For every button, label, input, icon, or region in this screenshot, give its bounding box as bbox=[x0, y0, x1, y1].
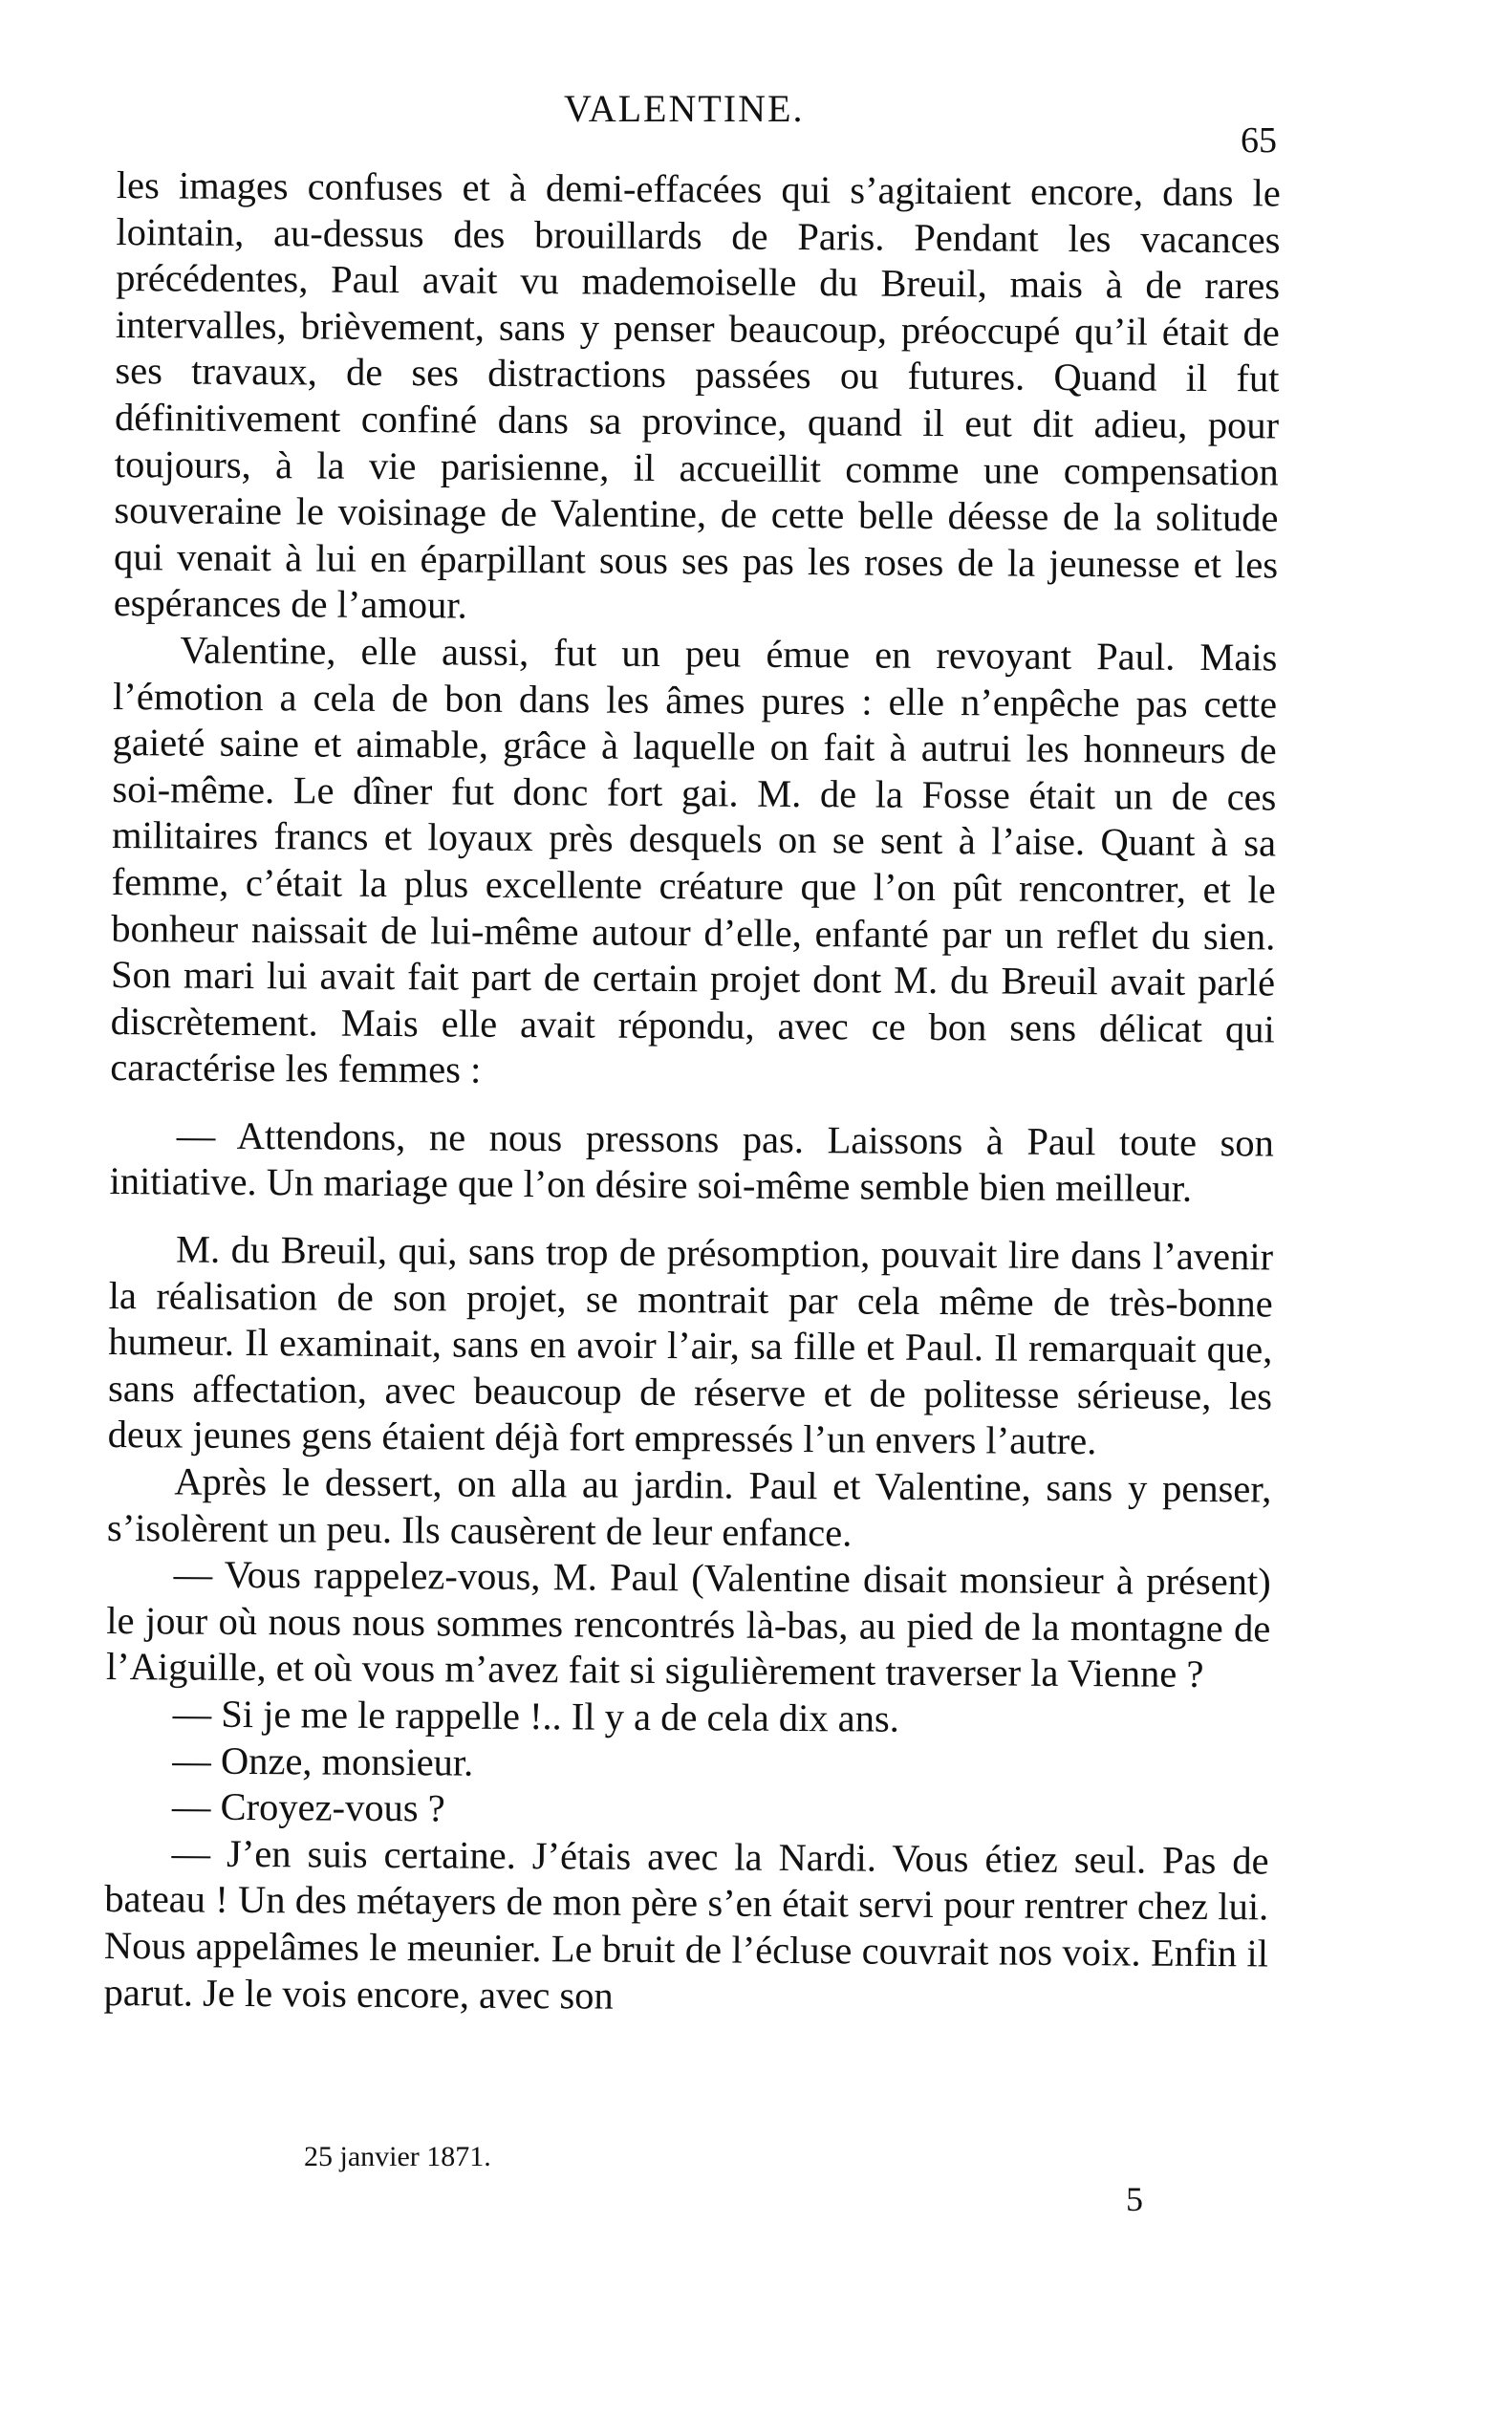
page-number: 65 bbox=[1241, 120, 1277, 161]
running-title: VALENTINE. bbox=[564, 87, 805, 130]
dialogue-line: — Si je me le rappelle !.. Il y a de cela dix ans. bbox=[172, 1692, 900, 1740]
body-text bbox=[103, 162, 1281, 2024]
dialogue-line: — Onze, monsieur. bbox=[172, 1738, 474, 1784]
dialogue-line: — Vous rappelez-vous, M. Paul (Valentine disait monsieur à présent) le jour où nous nous sommes rencontrés là-bas, au pied de la montagne de l’Aiguille, et où vous m’avez fait si sigulièrement traverser la Vienne ? bbox=[105, 1552, 1271, 1696]
dialogue-line: — J’en suis certaine. J’étais avec la Nardi. Vous étiez seul. Pas de bateau ! Un des métayers de mon père s’en était servi pour rentrer chez lui. Nous appelâmes le meunier. Le bruit de l’écluse couvrait nos voix. Enfin il parut. Je le vois encore, avec son bbox=[103, 1831, 1269, 2018]
dialogue-line: — Croyez-vous ? bbox=[171, 1784, 445, 1830]
paragraph: Valentine, elle aussi, fut un peu émue en revoyant Paul. Mais l’émotion a cela de bon dans les âmes pures : elle n’enpêche pas cette gaieté saine et aimable, grâce à laquelle on fait à autrui les honneurs de soi-même. Le dîner fut donc fort gai. M. de la Fosse était un de ces militaires francs et loyaux près desquels on se sent à l’aise. Quant à sa femme, c’était la plus excellente créature que l’on pût rencontrer, et le bonheur naissait de lui-même autour d’elle, enfanté par un reflet du sien. Son mari lui avait fait part de certain projet dont M. du Breuil avait parlé discrètement. Mais elle avait répondu, avec ce bon sens délicat qui caractérise les femmes : bbox=[110, 628, 1278, 1091]
paragraph: les images confuses et à demi-effacées qui s’agitaient encore, dans le lointain, au-dessus des brouillards de Paris. Pendant les vacances précédentes, Paul avait vu mademoiselle du Breuil, mais à de rares intervalles, brièvement, sans y penser beaucoup, préoccupé qu’il était de ses travaux, de ses distractions passées ou futures. Quand il fut définitivement confiné dans sa province, quand il eut dit adieu, pour toujours, à la vie parisienne, il accueillit comme une compensation souveraine le voisinage de Valentine, de cette belle déesse de la solitude qui venait à lui en éparpillant sous ses pas les roses de la jeunesse et les espérances de l’amour. bbox=[113, 162, 1281, 627]
signature-mark: 5 bbox=[1126, 2180, 1143, 2218]
paragraph: Après le dessert, on alla au jardin. Paul et Valentine, sans y penser, s’isolèrent un peu. Ils causèrent de leur enfance. bbox=[106, 1459, 1272, 1555]
footer-date: 25 janvier 1871. bbox=[304, 2141, 491, 2172]
dialogue-line: — Attendons, ne nous pressons pas. Laissons à Paul toute son initiative. Un mariage que l’on désire soi-même semble bien meilleur. bbox=[109, 1113, 1275, 1211]
paragraph: M. du Breuil, qui, sans trop de présomption, pouvait lire dans l’avenir la réalisation de son projet, se montrait par cela même de très-bonne humeur. Il examinait, sans en avoir l’air, sa fille et Paul. Il remarquait que, sans affectation, avec beaucoup de réserve et de politesse sérieuse, les deux jeunes gens étaient déjà fort empressés l’un envers l’autre. bbox=[107, 1227, 1274, 1463]
